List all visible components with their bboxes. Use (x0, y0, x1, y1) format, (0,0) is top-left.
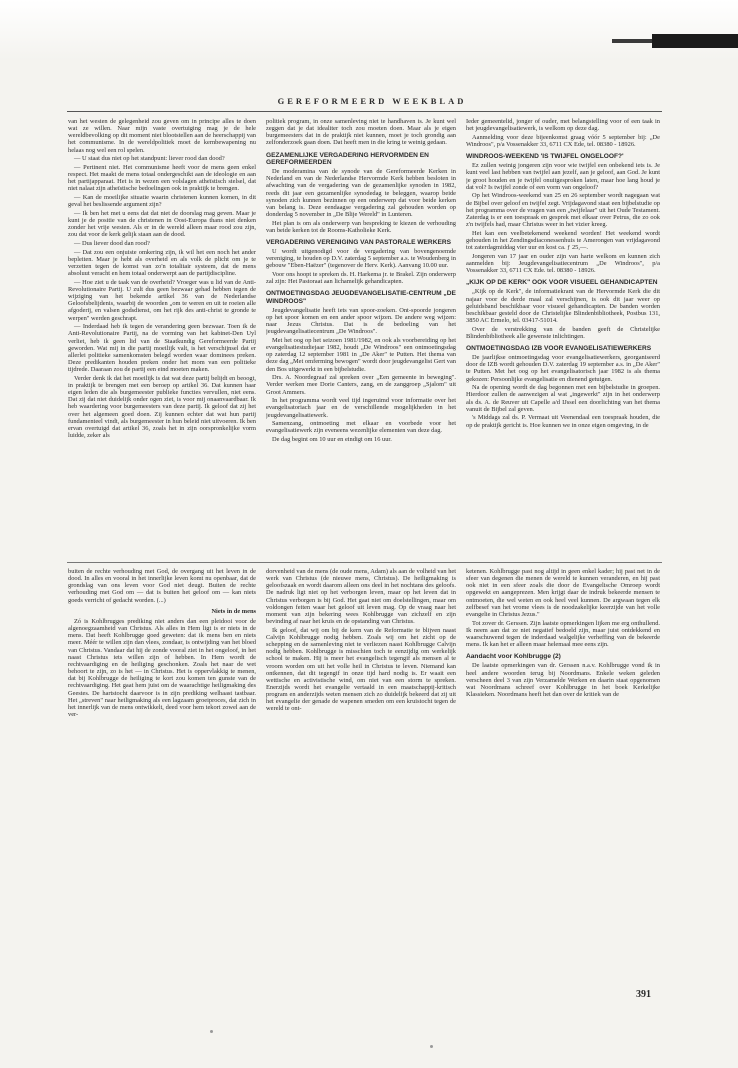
column-2 (266, 118, 456, 558)
scan-speck (210, 1030, 213, 1033)
paragraph: Jeugdevangelisatie heeft iets van spoor-zoeken. Ont-spoorde jongeren op het spoor komen en een ander spoor wijzen. De andere weg wijzen: naar Jezus Christus. Dat is de bedoeling van het jeugdevangelisatiecentrum „De Windroos". (266, 306, 456, 336)
paragraph: Drs. A. Noordegraaf zal spreken over „Een gemeente in beweging". Verder werken mee Dorie Canters, zang, en de zanggroep „Sjalom" uit Groot Ammers. (266, 374, 456, 396)
paragraph: — Ik ben het met u eens dat dat niet de doorslag mag geven. Maar je kunt je de positie van de christenen in Oost-Europa thans niet denken zonder het vrije westen. Als er in de wereld alleen maar rood zou zijn, zou dat voor de kerk gelijk staan aan de dood. (68, 209, 256, 239)
column-1 (68, 118, 256, 558)
section-divider (67, 562, 662, 563)
paragraph: — Dat zou een onjuiste omkering zijn, ik wil het een noch het ander bepleiten. Maar je hebt als overheid en als volk de plicht om je te verzetten tegen de komst van zo'n totalitair systeem, dat de mens absoluut veracht en hem totaal onderwerpt aan de partijdiscipline. (68, 248, 256, 278)
paragraph: — Pertinent niet. Het communisme heeft voor de mens geen enkel respect. Het maakt de mens totaal ondergeschikt aan de ideologie en aan het partijapparaat. Het is in wezen een volslagen atheïstisch stelsel, dat niet nalaat zijn atheïstische bedoelingen ook in praktijk te brengen. (68, 163, 256, 193)
paragraph: Ieder gemeentelid, jonger of ouder, met belangstelling voor of een taak in het jeugdevangelisatiewerk, is welkom op deze dag. (466, 118, 660, 133)
column-3 (466, 118, 660, 558)
section-heading: WINDROOS-WEEKEND 'IS TWIJFEL ONGELOOF?' (466, 153, 624, 161)
paragraph: politiek program, in onze samenleving niet te handhaven is. Je kunt wel zeggen dat je dat idealiter toch zou moeten doen. Maar als je eigen burgemeesters dat in de praktijk niet kunnen, moet je toch grondig aan zelfonderzoek gaan doen. Dat heeft men in die kring te weinig gedaan. (266, 118, 456, 147)
paragraph: De dag begint om 10 uur en eindigt om 16 uur. (272, 435, 392, 443)
paragraph: 's Middags zal ds. P. Vermaat uit Veenendaal een toespraak houden, die op de praktijk gericht is. Hoe kunnen we in onze eigen omgeving, in de (466, 414, 660, 429)
paragraph: Voor ons hoopt te spreken ds. H. Harkema jr. te Brakel. Zijn onderwerp zal zijn: Het Pastoraat aan lichamelijk gehandicapten. (266, 271, 456, 286)
paragraph: Tot zover dr. Gerssen. Zijn laatste opmerkingen lijken me erg onthullend. Ik neem aan dat ze niet negatief bedoeld zijn, maar juist ontdekkend en waarschuwend tegen de inderdaad walgelijke verheffing van de bekeerde mens. Ik kan het er alleen maar helemaal mee eens zijn. (466, 619, 660, 649)
paragraph: van het westen de gelegenheid zou geven om in principe alles te doen wat ze willen. Naar mijn vaste overtuiging mag je de hele wereldbevolking op dit moment niet blootstellen aan de heerschappij van het communisme. In de wereldpolitiek moet de kernbewapening nu helaas nog wel een rol spelen. (68, 118, 256, 154)
masthead: GEREFORMEERD WEEKBLAD (277, 96, 467, 106)
paragraph: Op het Windroos-weekend van 25 en 26 september wordt nagegaan wat de Bijbel over geloof en twijfel zegt. Vrijdagavond staat een bijbelstudie op het programma over de vragen van een „twijfelaar" uit het Oude Testament. Zaterdag is er een toespraak en gesprek met elkaar over Petrus, die zo ook z'n twijfels had, maar Christus weer in het vizier kreeg. (466, 192, 660, 229)
paragraph: Met het oog op het seizoen 1981/1982, en ook als voorbereiding op het evangelisatiestudiejaar 1982, houdt „De Windroos" een ontmoetingsdag op zaterdag 12 september 1981 in „De Aker" te Putten. Het thema van deze dag „Met omferming bewogen" wordt door jeugdevangelist Gert van den Bos uitgewerkt in een bijbelstudie. (266, 336, 456, 373)
paragraph: dorvenheid van de mens (de oude mens, Adam) als aan de volheid van het werk van Christus (de nieuwe mens, Christus). De heiligmaking is geloofszaak en wordt daarom alleen ons deel in het nochtans des geloofs. De nadruk ligt niet op het verborgen leven, maar op het leven dat in Christus verborgen is bij God. Het gaat niet om doelstellingen, maar om voldongen feiten waar het geloof uit leven mag. Op de vraag naar het moment van zijn bekering wees Kohlbrugge van zichzelf en zijn bevinding af naar het kruis en de opstanding van Christus. (266, 568, 456, 626)
paragraph: Het kan een veelbetekenend weekend worden! Het weekend wordt gehouden in het Zendingsdiaconessenhuis te Amerongen van vrijdagavond tot zaterdagmiddag vier uur en kost ca. ƒ 25,—. (466, 229, 660, 252)
paragraph: Zó is Kohlbrugges prediking niet anders dan een pleidooi voor de algenoegzaamheid van Christus. Als alles in Hem ligt is er niets in de mens. Dat heeft Kohlbrugge goed geweten: dat ik mens ben en niets meer. Méér te willen zijn dan vlees, zondaar, is ontwijding van het bloed van Christus. Vandaar dat hij de zonde vooral ziet in het ongeloof, in het naast Christus iets willen zijn of hebben. In Hem wordt de rechtvaardiging en de heiliging geschonken. Zoals het naar de wet behoort te zijn, zo is het — in Christus. Het is oppervlakkig te menen, dat bij Kohlbrugge de heiliging te kort zou komen ten gunste van de rechtvaardiging. Het gaat hem juist om de waarachtige heiligmaking des Geestes. De hartstocht daarvoor is in zijn prediking welhaast tastbaar. Het „streven" naar heiligmaking als een lagzaam groeiproces, dat zich in het innerlijk van de mens ontwikkelt, deed voor hem tekort zowel aan de ver- (68, 617, 256, 718)
paragraph: — Hoe ziet u de taak van de overheid? Vroeger was u lid van de Anti-Revolutionaire Partij. U zult dus geen bezwaar gehad hebben tegen de wijziging van het bekende artikel 36 van de Nederlandse Geloofsbelijdenis, waarbij de woorden „om te weren en uit te roeien alle afgoderij, en valsen godsdienst, om het rijk des anti-christ te gronde te werpen" werden geschrapt. (68, 278, 256, 322)
paragraph: „Kijk op de Kerk", de informatiekrant van de Hervormde Kerk die dit najaar voor de derde maal zal verschijnen, is ook dit jaar weer op geluidsband beschikbaar voor visueel gehandicapten. De banden worden beschikbaar gesteld door de Christelijke Blindenbibliotheek, Postbus 131, 3850 AC Ermelo, tel. 03417-51014. (466, 288, 660, 324)
scan-top-margin (0, 0, 738, 60)
column-6 (466, 568, 660, 1018)
paragraph: In het programma wordt veel tijd ingeruimd voor informatie over het evangelisatoriach jaar en de verschillende mogelijkheden in het jeugdevangelisatiewerk. (266, 397, 456, 419)
section-heading: Aandacht voor Kohlbrugge (2) (466, 653, 561, 661)
paragraph: ketenen. Kohlbrugge past nog altijd in geen enkel kader; hij past net in de sfeer van degenen die menen de wereld te kunnen veranderen, en hij past ook niet in een sfeer zoals die door de Evangelische Omroep wordt opgewekt en aangeprezen. Men krijgt daar de indruk bekeerde mensen te ontmoeten, die wel weten en ook heel veel kunnen. De argwaan tegen elk zelfbesef van het vrome vlees is de noodzakelijke keerzijde van het volle evangelie in Christus Jezus." (466, 568, 660, 618)
paragraph: — Dus liever dood dan rood? (74, 240, 150, 247)
paragraph: Ez zullen weinig jongeren zijn voor wie twijfel een onbekend iets is. Je kunt veel last hebben van twijfel aan jezelf, aan je geloof, aan God. Je kunt je groot houden en je twijfel onuitgesproken laten, maar hoe lang houd je dat vol? Is twijfel zonde of een vorm van ongeloof? (466, 162, 660, 191)
paragraph: Het plan is om als onderwerp van bespreking te kiezen de verhouding van beide kerken tot de Rooms-Katholieke Kerk. (266, 219, 456, 234)
section-heading: „KIJK OP DE KERK" OOK VOOR VISUEEL GEHANDICAPTEN (466, 279, 658, 287)
section-heading: ONTMOETINGSDAG IZB VOOR EVANGELISATIEWERKERS (466, 344, 652, 352)
paragraph: Aanmelding voor deze bijeenkomst graag vóór 5 september bij: „De Windroos", p/a Vossenakker 33, 6711 CX Ede, tel. 08380 - 18926. (466, 133, 660, 148)
paragraph: Samenzang, ontmoeting met elkaar en voorbede voor het evangelisatiewerk zijn eveneens wezenlijke elementen van deze dag. (266, 420, 456, 435)
paragraph: — Inderdaad heb ik tegen de verandering geen bezwaar. Toen ik de Anti-Revolutionaire Partij, na de vorming van het kabinet-Den Uyl verliet, heb ik geen lid van de Staatkundig Gereformeerde Partij geworden. Wat mij in die partij moeilijk valt, is het verschijnsel dat er allerlei politieke samenkomsten belegd worden waar dominees preken. Deze predikanten houden preken onder het mom van een politieke tijdrede. Daaraan zou de partij een eind moeten maken. (68, 323, 256, 374)
paragraph: Ik geloof, dat wij om bij de kern van de Reformatie te blijven naast Calvijn Kohlbrugge nodig hebben. Zoals wij om het zicht op de schepping en de samenleving niet te verliezen naast Kohlbrugge Calvijn nodig hebben. Kohlbrugge is misschien toch te eenzijdig om werkelijk school te maken. Hij is meer het evangelisch tegengif als mensen al te vroom worden om uit het volle heil in Christus te leven. Niemand kan ontkennen, dat dit tegengif in onze tijd hard nodig is. Er waait een wettische en activistische wind, om niet van een storm te spreken. Enerzijds wordt het evangelie vertaald in een maatschappij-kritisch program en anderzijds weten mensen zich zo duidelijk bekeerd dat zij uit het evangelie der genade de wapenen smeden om een kruistocht tegen de wereld te ont- (266, 626, 456, 713)
paragraph: De jaarlijkse ontmoetingsdag voor evangelisatiewerkers, georganiseerd door de IZB wordt gehouden D.V. zaterdag 19 september a.s. in „De Aker" te Putten. Met het oog op het evangelisatorisch jaar 1982 is als thema gekozen: Persoonlijke evangelisatie en dienend getuigen. (466, 354, 660, 383)
paragraph: — U staat dus niet op het standpunt: liever rood dan dood? (74, 155, 225, 163)
subheading: Niets in de mens (211, 607, 256, 615)
header-rule (67, 111, 662, 112)
paragraph: De laatste opmerkingen van dr. Gerssen n.a.v. Kohlbrugge vond ik in heel andere woorden terug bij Noordmans. Enkele weken geleden verscheen deel 3 van zijn Verzamelde Werken en daarin staat opgenomen wat Noordmans schreef over Kohlbrugge in het boek Kerkelijke Klassieken. Noordmans heeft het dan over de kritiek van de (466, 662, 660, 699)
binding-tab (652, 34, 738, 48)
section-heading: VERGADERING VERENIGING VAN PASTORALE WERKERS (266, 238, 452, 246)
section-heading: ONTMOETINGSDAG JEUGDEVANGELISATIE-CENTRUM „DE WINDROOS" (266, 290, 456, 305)
page-number: 391 (636, 989, 651, 1000)
paragraph: Verder denk ik dat het moeilijk is dat wat deze partij belijdt en beoogt, in praktijk te brengen met een beroep op artikel 36. Dat kunnen haar eigen leden die als burgemeester publieke functies vervullen, niet eens. Dat zij dat niet duidelijk onder ogen ziet, is voor mij onaanvaardbaar. Ik heb waardering voor burgemeesters van deze partij. Ik geloof dat zij het over het algemeen goed doen. Zij kunnen echter dat wat hun partij fundamenteel vindt, als burgemeester in hun beleid niet uitvoeren. Ik ben ervan overtuigd dat artikel 36, zoals het in zijn oorspronkelijke vorm luidde, zeker als (68, 374, 256, 440)
section-heading: GEZAMENLIJKE VERGADERING HERVORMDEN EN GEREFORMEERDEN (266, 151, 429, 166)
paragraph: De moderamina van de synode van de Gereformeerde Kerken in Nederland en van de Nederlandse Hervormde Kerk hebben besloten in afwachting van de vergadering van de gezamenlijke synoden in 1982, reeds dit jaar een gezamenlijke synodedag te beleggen, waarop beide synoden zich kunnen bezinnen op een onderwerp dat voor beide kerken van belang is. Deze eendaagse vergadering zal gehouden worden op donderdag 5 november in „De Blije Wereld" in Lunteren. (266, 168, 456, 218)
paragraph: Jongeren van 17 jaar en ouder zijn van harte welkom en kunnen zich aanmelden bij: Jeugdevangelisatiecentrum „De Windroos", p/a Vossenakker 33, 6711 CX Ede. tel. 08380 - 18926. (466, 252, 660, 275)
scan-speck (430, 1045, 433, 1048)
column-5 (266, 568, 456, 1018)
paragraph: Na de opening wordt de dag begonnen met een bijbelstudie in groepen. Hierdoor zullen de aanwezigen al wat „ingewerkt" zijn in het onderwerp als ds. A. de Reuver uit Capelle a/d IJssel een doorlichting van het thema vanuit de Bijbel zal geven. (466, 384, 660, 413)
paragraph: U wordt uitgenodigd voor de vergadering van bovengenoemde vereniging, te houden op D.V. zaterdag 5 september a.s. te Woudenberg in gebouw "Eben-Haëzer" (tegenover de Herv. Kerk). Aanvang 10.00 uur. (266, 248, 456, 270)
paragraph: Over de verstrekking van de banden geeft de Christelijke Blindenbibliotheek alle gewenste inlichtingen. (466, 325, 660, 340)
column-4 (68, 568, 256, 1018)
paragraph: buiten de rechte verhouding met God, de overgang uit het leven in de dood. In alles en vooral in het innerlijke leven komt nu openbaar, dat de grondslag van ons leven voor God niet deugt. Buiten de rechte verhouding met God om — dat is buiten het geloof om — kan niets goeds verricht of gedacht worden. (...) (68, 568, 256, 604)
paragraph: — Kan de moeilijke situatie waarin christenen kunnen komen, in dit geval het beslissende argument zijn? (68, 194, 256, 209)
